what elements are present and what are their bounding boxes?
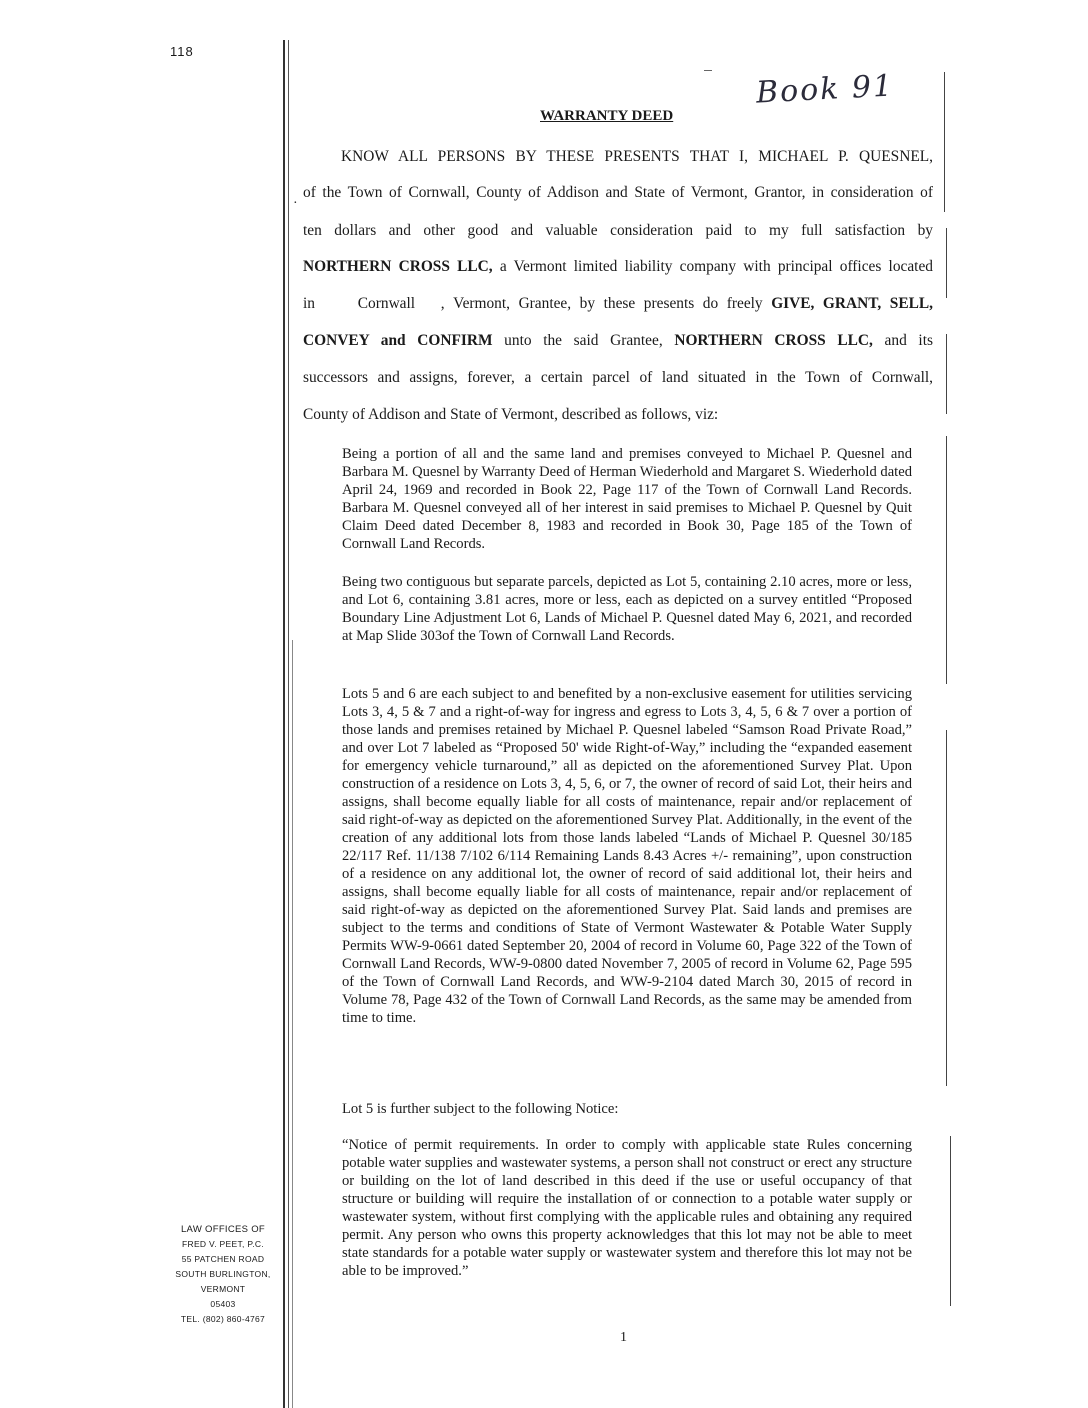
law-office-line-7: TEL. (802) 860-4767 [180,1314,266,1324]
deed-line-3: ten dollars and other good and valuable consideration paid to my full satisfaction by [303,222,933,239]
law-office-line-3: 55 PATCHEN ROAD [181,1254,265,1264]
handwritten-book-note: Book 91 [755,68,895,111]
deed-line-5: in Cornwall , Vermont, Grantee, by these presents do freely GIVE, GRANT, SELL, [303,295,933,312]
scan-edge-mark [946,334,947,414]
margin-rule-faint [292,640,293,1408]
page-number-bottom: 1 [620,1330,627,1345]
scan-edge-mark [950,1196,951,1306]
paragraph-lot5-notice-intro: Lot 5 is further subject to the following Notice: [342,1101,619,1117]
deed-line-2: of the Town of Cornwall, County of Addison and State of Vermont, Grantor, in consideration of [303,184,933,201]
margin-rule [283,40,285,1408]
deed-line-6: CONVEY and CONFIRM unto the said Grantee, NORTHERN CROSS LLC, and its [303,332,933,349]
convey-words: CONVEY and CONFIRM [303,332,493,349]
scan-edge-mark [946,228,947,298]
paragraph-prior-conveyance: Being a portion of all and the same land and premises conveyed to Michael P. Quesnel and Barbara M. Quesnel by Warranty Deed of Herman Wiederhold and Margaret S. Wiederhold dated April 24, 1969 and recorded in Book 22, Page 117 of the Town of Cornwall Land Records. Barbara M. Quesnel conveyed all of her interest in said premises to Michael P. Quesnel by Quit Claim Deed dated December 8, 1983 and recorded in Book 30, Page 185 of the Town of Cornwall Land Records. [342,446,912,552]
deed-line-4: NORTHERN CROSS LLC, a Vermont limited liability company with principal offices located [303,258,933,275]
document-title: WARRANTY DEED [540,108,674,124]
grantee-name: NORTHERN CROSS LLC, [303,258,493,275]
scan-tick-mark: · [293,196,298,211]
margin-rule-inner [288,40,289,1408]
law-office-line-1: LAW OFFICES OF [180,1224,266,1235]
scan-edge-mark [944,72,945,212]
deed-line-8: County of Addison and State of Vermont, described as follows, viz: [303,406,719,423]
scan-edge-mark [946,730,947,1086]
scan-edge-mark [946,436,947,684]
law-office-line-2: FRED V. PEET, P.C. [182,1239,264,1249]
law-office-line-4: SOUTH BURLINGTON, [175,1269,271,1279]
paragraph-permit-notice: “Notice of permit requirements. In order to comply with applicable state Rules concerning potable water supplies and wastewater systems, a person shall not construct or erect any structure or building on the lot of land described in this deed if the use or useful occupancy of that structure or building will require the installation of or connection to a potable water supply or wastewater system, without first complying with the applicable rules and obtaining any required permit. Any person who owns this property acknowledges that this lot may not be able to meet state standards for a potable water supply or wastewater system and therefore this lot may not be able to be improved.” [342,1137,912,1279]
law-office-line-5: VERMONT [200,1284,246,1294]
deed-line-1: KNOW ALL PERSONS BY THESE PRESENTS THAT I, MICHAEL P. QUESNEL, [341,148,933,165]
grantee-town: Cornwall [357,295,416,312]
law-office-block [170,1222,276,1327]
grantee-name-repeat: NORTHERN CROSS LLC, [674,332,873,349]
law-office-line-6: 05403 [210,1299,236,1309]
paragraph-easements-permits: Lots 5 and 6 are each subject to and benefited by a non-exclusive easement for utilities servicing Lots 3, 4, 5 & 7 and a right-of-way for ingress and egress to Lots 3, 4, 5, 6 & 7 over a portion of those lands and premises retained by Michael P. Quesnel labeled “Samson Road Private Road,” and over Lot 7 labeled as “Proposed 50' wide Right-of-Way,” including the “expanded easement for emergency vehicle turnaround,” all as depicted on the aforementioned Survey Plat. Upon construction of a residence on Lots 3, 4, 5, 6, or 7, the owner of record of said Lot, their heirs and assigns, shall become equally liable for all costs of maintenance, repair and/or replacement of said right-of-way as depicted on the aforementioned Survey Plat. Additionally, in the event of the creation of any additional lots from those lands labeled “Lands of Michael P. Quesnel 30/185 22/117 Ref. 11/138 7/102 6/114 Remaining Lands 8.43 Acres +/- remaining”, upon construction of a residence on any additional lot, the owner of record of said additional lot, their heirs and assigns, shall become equally liable for all costs of maintenance, repair and/or replacement of said right-of-way as depicted on the aforementioned Survey Plat. Said lands and premises are subject to the terms and conditions of State of Vermont Wastewater & Potable Water Supply Permits WW-9-0661 dated September 20, 2004 of record in Volume 60, Page 322 of the Town of Cornwall Land Records, WW-9-0800 dated November 7, 2005 of record in Volume 62, Page 595 of the Town of Cornwall Land Records, and WW-9-2104 dated March 30, 2015 of record in Volume 78, Page 432 of the Town of Cornwall Land Records, as the same may be amended from time to time. [342,686,912,1026]
paragraph-parcel-description: Being two contiguous but separate parcels, depicted as Lot 5, containing 2.10 acres, more or less, and Lot 6, containing 3.81 acres, more or less, each as depicted on a survey entitled “Proposed Boundary Line Adjustment Lot 6, Lands of Michael P. Quesnel dated May 6, 2021, and recorded at Map Slide 303of the Town of Cornwall Land Records. [342,574,912,644]
scan-mark [704,70,712,71]
page-number-top: 118 [170,44,194,59]
deed-line-7: successors and assigns, forever, a certain parcel of land situated in the Town of Cornwall, [303,369,933,386]
grant-words: GIVE, GRANT, SELL, [771,295,933,312]
scan-edge-mark [950,1136,951,1196]
